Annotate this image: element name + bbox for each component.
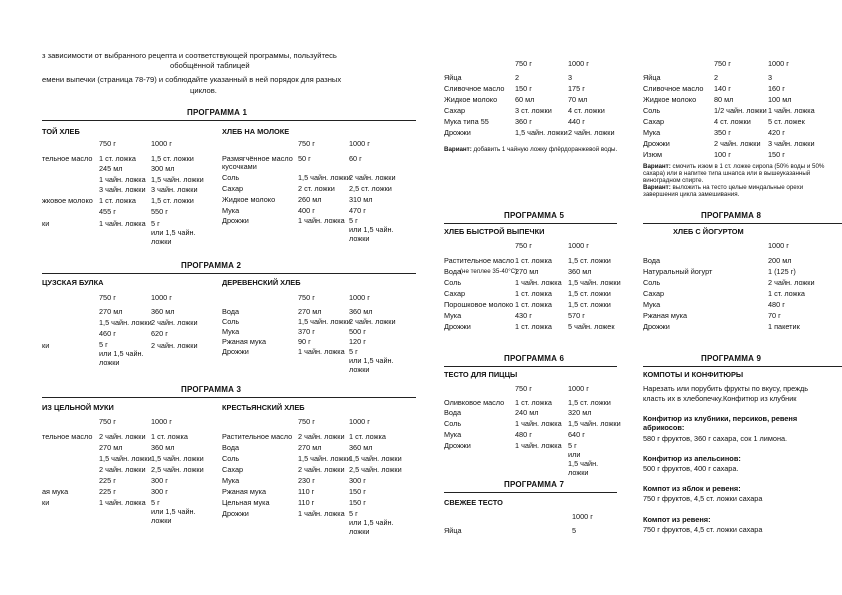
amount: 5 чайн. ложек xyxy=(568,322,615,331)
ingredient: Ржаная мука xyxy=(222,487,267,496)
amount: 240 мл xyxy=(515,408,539,417)
recipe-text: 750 г фруктов, 4,5 ст. ложки сахара xyxy=(643,494,763,503)
amount: 2 чайн. ложки xyxy=(349,317,396,326)
program-6-title: ПРОГРАММА 6 xyxy=(504,354,565,363)
ingredient: Мука xyxy=(222,206,240,215)
amount: ложки xyxy=(151,516,172,525)
amount: 80 мл xyxy=(714,95,734,104)
amount: 60 г xyxy=(349,154,362,163)
ingredient: Вода xyxy=(643,256,661,265)
amount: 70 г xyxy=(768,311,781,320)
variant-label: Вариант: xyxy=(643,163,671,170)
ingredient: Натуральный йогурт xyxy=(643,267,713,276)
amount: 1 чайн. ложка xyxy=(768,106,815,115)
program-1-title: ПРОГРАММА 1 xyxy=(187,108,248,117)
amount: 360 г xyxy=(515,117,532,126)
variant-note xyxy=(643,163,824,170)
col-1000: 1000 г xyxy=(568,59,589,68)
program-5-title: ПРОГРАММА 5 xyxy=(504,211,565,220)
ingredient: Размягчённое масло xyxy=(222,154,293,163)
amount: 2 чайн. ложки xyxy=(99,465,146,474)
amount: 2 xyxy=(714,73,719,82)
amount: 1 ст. ложка xyxy=(99,196,136,205)
amount: 1 ст. ложка xyxy=(349,432,386,441)
recipe-name: ДЕРЕВЕНСКИЙ ХЛЕБ xyxy=(222,278,301,287)
ingredient: Жидкое молоко xyxy=(222,195,276,204)
amount: 5 г xyxy=(151,498,160,507)
program-7-title: ПРОГРАММА 7 xyxy=(504,480,565,489)
variant-note xyxy=(444,146,617,153)
amount: 175 г xyxy=(568,84,585,93)
amount: 470 г xyxy=(349,206,366,215)
amount: 260 мл xyxy=(298,195,322,204)
amount: 4 ст. ложки xyxy=(714,117,751,126)
recipe-name: ХЛЕБ БЫСТРОЙ ВЫПЕЧКИ xyxy=(444,227,545,236)
amount: 1 пакетик xyxy=(768,322,800,331)
ingredient: Соль xyxy=(222,317,240,326)
col-750: 750 г xyxy=(298,293,315,302)
ingredient: Цельная мука xyxy=(222,498,270,507)
amount: 1/2 чайн. ложки xyxy=(714,106,767,115)
amount: 640 г xyxy=(568,430,585,439)
amount: 270 мл xyxy=(99,307,123,316)
amount: 1,5 ст. ложки xyxy=(151,154,194,163)
amount: 5 г xyxy=(151,219,160,228)
divider xyxy=(643,223,842,224)
amount: 1,5 чайн. ложки xyxy=(515,128,568,137)
program-9-title: ПРОГРАММА 9 xyxy=(701,354,762,363)
ingredient: Вода xyxy=(222,307,240,316)
col-1000: 1000 г xyxy=(349,293,370,302)
amount: или 1,5 чайн. xyxy=(151,228,196,237)
amount: 5 г xyxy=(349,347,358,356)
amount: 1 чайн. ложка xyxy=(99,175,146,184)
col-1000: 1000 г xyxy=(572,512,593,521)
amount: 1,5 чайн. ложки xyxy=(349,454,402,463)
amount: 150 г xyxy=(515,84,532,93)
amount: 1,5 чайн. ложки xyxy=(151,454,204,463)
amount: 1 чайн. ложка xyxy=(298,347,345,356)
amount: 2 чайн. ложки xyxy=(568,128,615,137)
col-1000: 1000 г xyxy=(349,417,370,426)
recipe-name: КОМПОТЫ И КОНФИТЮРЫ xyxy=(643,370,744,379)
ingredient: тельное масло xyxy=(42,432,93,441)
intro-line-1: з зависимости от выбранного рецепта и соответствующей программы, пользуйтесь xyxy=(42,51,337,60)
amount: 2 чайн. ложки xyxy=(714,139,761,148)
amount: 1 чайн. ложка xyxy=(99,219,146,228)
amount: 5 ст. ложек xyxy=(768,117,805,126)
amount: 3 xyxy=(568,73,573,82)
col-750: 750 г xyxy=(298,417,315,426)
amount: ложки xyxy=(349,365,370,374)
amount: 3 чайн. ложки xyxy=(99,185,146,194)
ingredient: Жидкое молоко xyxy=(444,95,498,104)
col-750: 750 г xyxy=(99,139,116,148)
amount: ложки xyxy=(568,468,589,477)
divider xyxy=(42,397,416,398)
amount: 50 г xyxy=(298,154,311,163)
amount: 5 г xyxy=(349,216,358,225)
variant-text: смочить изюм в 1 ст. ложке сиропа (50% воды и 50% xyxy=(672,163,825,170)
divider xyxy=(42,120,416,121)
amount: 360 мл xyxy=(151,307,175,316)
amount: 225 г xyxy=(99,487,116,496)
amount: 5 xyxy=(572,526,577,535)
col-750: 750 г xyxy=(714,59,731,68)
amount: 440 г xyxy=(568,117,585,126)
ingredient: Мука xyxy=(444,311,462,320)
ingredient: Яйца xyxy=(444,526,462,535)
ingredient: Сахар xyxy=(222,465,244,474)
amount: или 1,5 чайн. xyxy=(349,356,394,365)
ingredient: Мука xyxy=(643,128,661,137)
amount: 245 мл xyxy=(99,164,123,173)
amount: 300 г xyxy=(151,476,168,485)
amount: 550 г xyxy=(151,207,168,216)
amount: 1 чайн. ложка xyxy=(515,419,562,428)
subheading: Компот из ревеня: xyxy=(643,515,711,524)
amount: 480 г xyxy=(768,300,785,309)
recipe-text: 580 г фруктов, 360 г сахара, сок 1 лимона. xyxy=(643,434,788,443)
ingredient: Сливочное масло xyxy=(643,84,704,93)
amount: 150 г xyxy=(349,498,366,507)
ingredient: Сливочное масло xyxy=(444,84,505,93)
ingredient: Яйца xyxy=(643,73,661,82)
amount: 110 г xyxy=(298,487,315,496)
ingredient: Сахар xyxy=(643,289,665,298)
recipe-name: ТЕСТО ДЛЯ ПИЦЦЫ xyxy=(444,370,518,379)
amount: 1 ст. ложка xyxy=(151,432,188,441)
amount: 1 чайн. ложка xyxy=(298,216,345,225)
col-1000: 1000 г xyxy=(151,139,172,148)
col-1000: 1000 г xyxy=(568,241,589,250)
divider xyxy=(444,366,617,367)
amount: 400 г xyxy=(298,206,315,215)
variant-text: выложить на тесто целые миндальные орехи xyxy=(672,184,804,191)
amount: 320 мл xyxy=(568,408,592,417)
ingredient: Дрожжи xyxy=(444,322,471,331)
ingredient: Мука xyxy=(222,327,240,336)
amount: 570 г xyxy=(568,311,585,320)
variant-text: сахара) или в напитке типа шнапса или в вышеуказанный xyxy=(643,170,811,177)
amount: 2 чайн. ложки xyxy=(151,318,198,327)
amount: 500 г xyxy=(349,327,366,336)
variant-text: виноградном спирте. xyxy=(643,177,704,184)
subheading: абрикосов: xyxy=(643,423,685,432)
col-1000: 1000 г xyxy=(151,417,172,426)
amount: 300 мл xyxy=(151,164,175,173)
col-750: 750 г xyxy=(515,59,532,68)
ingredient: Изюм xyxy=(643,150,662,159)
ingredient: Соль xyxy=(222,173,240,182)
ingredient: Ржаная мука xyxy=(643,311,688,320)
ingredient: Растительное масло xyxy=(222,432,293,441)
recipe-text: 500 г фруктов, 400 г сахара. xyxy=(643,464,739,473)
ingredient: Дрожжи xyxy=(222,216,249,225)
ingredient: Дрожжи xyxy=(643,322,670,331)
amount: 360 мл xyxy=(349,443,373,452)
amount: или xyxy=(568,450,581,459)
ingredient: кусочками xyxy=(222,162,257,171)
amount: 225 г xyxy=(99,476,116,485)
amount: 455 г xyxy=(99,207,116,216)
amount: 60 мл xyxy=(515,95,535,104)
instruction-text: Нарезать или порубить фрукты по вкусу, преждь xyxy=(643,384,809,393)
amount: 160 г xyxy=(768,84,785,93)
ingredient: Соль xyxy=(643,106,661,115)
amount: 2 чайн. ложки xyxy=(768,278,815,287)
instruction-text: класть их в хлебопечку.Конфитюр из клубник xyxy=(643,394,797,403)
amount: 1 ст. ложка xyxy=(99,154,136,163)
ingredient: Жидкое молоко xyxy=(643,95,697,104)
divider xyxy=(444,492,617,493)
amount: 2 чайн. ложки xyxy=(151,341,198,350)
ingredient: Соль xyxy=(222,454,240,463)
amount: 2,5 ст. ложки xyxy=(349,184,392,193)
amount: 1,5 чайн. ложки xyxy=(151,175,204,184)
ingredient: Дрожжи xyxy=(444,128,471,137)
amount: 2 ст. ложки xyxy=(298,184,335,193)
intro-line-3: емени выпечки (страница 78-79) и соблюдайте указанный в ней порядок для разных xyxy=(42,75,342,84)
amount: 300 г xyxy=(349,476,366,485)
amount: 370 г xyxy=(298,327,315,336)
ingredient: Соль xyxy=(643,278,661,287)
amount: 480 г xyxy=(515,430,532,439)
ingredient: Сахар xyxy=(643,117,665,126)
program-2-title: ПРОГРАММА 2 xyxy=(181,261,242,270)
ingredient: Мука типа 55 xyxy=(444,117,489,126)
amount: 1 чайн. ложка xyxy=(298,509,345,518)
recipe-name: СВЕЖЕЕ ТЕСТО xyxy=(444,498,503,507)
ingredient: ки xyxy=(42,341,50,350)
amount: ложки xyxy=(349,527,370,536)
amount: 360 мл xyxy=(349,307,373,316)
ingredient: Дрожжи xyxy=(222,509,249,518)
col-1000: 1000 г xyxy=(349,139,370,148)
amount: 270 мл xyxy=(298,307,322,316)
ingredient: Мука xyxy=(643,300,661,309)
amount: 90 г xyxy=(298,337,311,346)
amount: 2 чайн. ложки xyxy=(349,173,396,182)
col-750: 750 г xyxy=(515,241,532,250)
col-750: 750 г xyxy=(99,417,116,426)
divider xyxy=(42,273,416,274)
amount: 3 чайн. ложки xyxy=(151,185,198,194)
amount: 350 г xyxy=(714,128,731,137)
amount: 620 г xyxy=(151,329,168,338)
recipe-name: ЦУЗСКАЯ БУЛКА xyxy=(42,278,104,287)
ingredient: Ржаная мука xyxy=(222,337,267,346)
ingredient: Сахар xyxy=(222,184,244,193)
recipe-name: ИЗ ЦЕЛЬНОЙ МУКИ xyxy=(42,403,114,412)
amount: 100 г xyxy=(714,150,731,159)
amount: 3 ст. ложки xyxy=(515,106,552,115)
amount: 1 ст. ложка xyxy=(515,289,552,298)
divider xyxy=(444,223,617,224)
variant-label: Вариант: xyxy=(444,146,472,153)
col-1000: 1000 г xyxy=(568,384,589,393)
subheading: Конфитюр из клубники, персиков, ревеня xyxy=(643,414,798,423)
amount: 230 г xyxy=(298,476,315,485)
amount: 5 г xyxy=(349,509,358,518)
amount: 2 чайн. ложки xyxy=(298,432,345,441)
ingredient: Растительное масло xyxy=(444,256,515,265)
amount: 1,5 ст. ложки xyxy=(568,289,611,298)
program-3-title: ПРОГРАММА 3 xyxy=(181,385,242,394)
amount: 1,5 чайн. xyxy=(568,459,599,468)
col-1000: 1000 г xyxy=(768,59,789,68)
ingredient: тельное масло xyxy=(42,154,93,163)
ingredient: Вода xyxy=(444,267,462,276)
amount: 140 г xyxy=(714,84,731,93)
amount: 360 мл xyxy=(151,443,175,452)
variant-text: добавить 1 чайную ложку флёрдоранжевой воды. xyxy=(473,146,618,153)
divider xyxy=(643,366,842,367)
amount: или 1,5 чайн. xyxy=(349,518,394,527)
amount: 1 чайн. ложка xyxy=(515,441,562,450)
program-8-title: ПРОГРАММА 8 xyxy=(701,211,762,220)
recipe-text: 750 г фруктов, 4,5 ст. ложки сахара xyxy=(643,525,763,534)
ingredient: ая мука xyxy=(42,487,69,496)
amount: 1 чайн. ложка xyxy=(99,498,146,507)
variant-label: Вариант: xyxy=(643,184,671,191)
ingredient: ки xyxy=(42,498,50,507)
col-1000: 1000 г xyxy=(768,241,789,250)
amount: 270 мл xyxy=(298,443,322,452)
amount: 150 г xyxy=(349,487,366,496)
amount: 2,5 чайн. ложки xyxy=(349,465,402,474)
intro-line-4: циклов. xyxy=(190,86,217,95)
amount: 1,5 ст. ложки xyxy=(568,256,611,265)
col-750: 750 г xyxy=(298,139,315,148)
amount: ложки xyxy=(99,358,120,367)
ingredient: Сахар xyxy=(444,289,466,298)
amount: 150 г xyxy=(768,150,785,159)
ingredient: Порошковое молоко xyxy=(444,300,514,309)
ingredient: Вода xyxy=(222,443,240,452)
amount: 1 чайн. ложка xyxy=(515,278,562,287)
amount: или 1,5 чайн. xyxy=(151,507,196,516)
intro-line-2: обобщённой таблицей xyxy=(170,61,250,70)
amount: 270 мл xyxy=(99,443,123,452)
amount: 1 (125 г) xyxy=(768,267,796,276)
amount: 3 чайн. ложки xyxy=(768,139,815,148)
amount: ложки xyxy=(151,237,172,246)
amount: 1,5 чайн. ложки xyxy=(568,278,621,287)
amount: 270 мл xyxy=(515,267,539,276)
amount: 5 г xyxy=(99,340,108,349)
amount: 430 г xyxy=(515,311,532,320)
ingredient: Дрожжи xyxy=(222,347,249,356)
amount: 360 мл xyxy=(568,267,592,276)
ingredient: Мука xyxy=(444,430,462,439)
ingredient-note: (не теплее 35-40°C) xyxy=(460,268,518,275)
amount: 1,5 чайн. ложки xyxy=(99,318,152,327)
ingredient: Яйца xyxy=(444,73,462,82)
amount: 2 чайн. ложки xyxy=(298,465,345,474)
recipe-name: ХЛЕБ НА МОЛОКЕ xyxy=(222,127,290,136)
amount: 300 г xyxy=(151,487,168,496)
subheading: Конфитюр из апельсинов: xyxy=(643,454,741,463)
amount: 460 г xyxy=(99,329,116,338)
amount: 1,5 чайн. ложки xyxy=(568,419,621,428)
variant-text: завершения цикла замешивания. xyxy=(643,191,740,198)
col-1000: 1000 г xyxy=(151,293,172,302)
ingredient: Вода xyxy=(444,408,462,417)
amount: 1,5 чайн. ложки xyxy=(298,317,351,326)
ingredient: жковое молоко xyxy=(42,196,93,205)
amount: 1,5 ст. ложки xyxy=(151,196,194,205)
amount: 1,5 ст. ложки xyxy=(568,300,611,309)
amount: 2 чайн. ложки xyxy=(99,432,146,441)
amount: 1 ст. ложка xyxy=(515,322,552,331)
amount: 110 г xyxy=(298,498,315,507)
amount: 1 ст. ложка xyxy=(768,289,805,298)
ingredient: Соль xyxy=(444,278,462,287)
amount: 5 г xyxy=(568,441,577,450)
amount: 70 мл xyxy=(568,95,588,104)
recipe-name: КРЕСТЬЯНСКИЙ ХЛЕБ xyxy=(222,403,305,412)
amount: 1 ст. ложка xyxy=(515,300,552,309)
amount: 1,5 чайн. ложки xyxy=(298,173,351,182)
amount: 1 ст. ложка xyxy=(515,398,552,407)
amount: 1,5 ст. ложки xyxy=(568,398,611,407)
amount: 120 г xyxy=(349,337,366,346)
subheading: Компот из яблок и ревеня: xyxy=(643,484,741,493)
amount: 310 мл xyxy=(349,195,373,204)
col-750: 750 г xyxy=(99,293,116,302)
amount: 420 г xyxy=(768,128,785,137)
amount: 1,5 чайн. ложки xyxy=(99,454,152,463)
amount: 3 xyxy=(768,73,773,82)
recipe-name: ХЛЕБ С ЙОГУРТОМ xyxy=(673,227,744,236)
ingredient: Соль xyxy=(444,419,462,428)
ingredient: Сахар xyxy=(444,106,466,115)
amount: 1 ст. ложка xyxy=(515,256,552,265)
amount: 1,5 чайн. ложки xyxy=(298,454,351,463)
recipe-name: ТОЙ ХЛЕБ xyxy=(42,127,80,136)
col-750: 750 г xyxy=(515,384,532,393)
amount: 100 мл xyxy=(768,95,792,104)
ingredient: Мука xyxy=(222,476,240,485)
amount: или 1,5 чайн. xyxy=(99,349,144,358)
ingredient: Дрожжи xyxy=(444,441,471,450)
amount: 4 ст. ложки xyxy=(568,106,605,115)
amount: 2,5 чайн. ложки xyxy=(151,465,204,474)
ingredient: Дрожжи xyxy=(643,139,670,148)
variant-note xyxy=(643,184,803,191)
amount: 2 xyxy=(515,73,520,82)
amount: 200 мл xyxy=(768,256,792,265)
ingredient: Оливковое масло xyxy=(444,398,505,407)
amount: или 1,5 чайн. xyxy=(349,225,394,234)
ingredient: ки xyxy=(42,219,50,228)
amount: ложки xyxy=(349,234,370,243)
